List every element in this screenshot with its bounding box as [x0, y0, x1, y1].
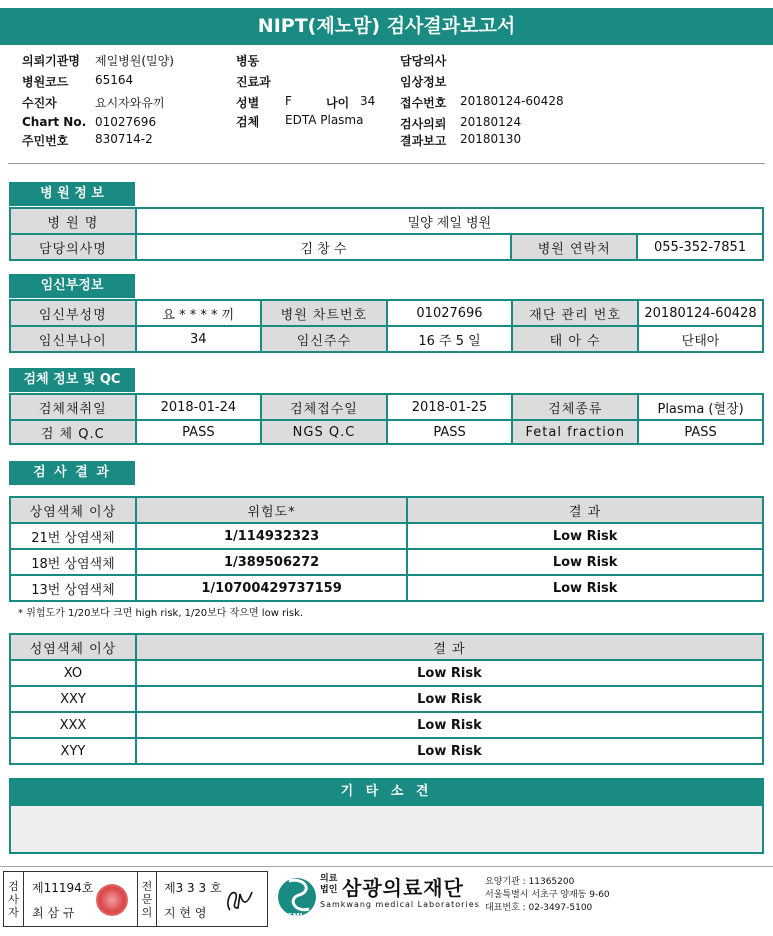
collect-date-label: 검체채취일 [10, 394, 136, 420]
ngs-qc-label: NGS Q.C [261, 420, 387, 444]
risk-value: 1/389506272 [136, 549, 407, 575]
pregnant-age-value: 34 [136, 326, 262, 352]
request-date-value: 20180124 [460, 115, 522, 129]
logo-subtitle: Samkwang medical Laboratories [320, 900, 480, 909]
table-row [10, 420, 763, 444]
tester-label: 검사자 [4, 872, 24, 926]
request-date-label: 검사의뢰 [400, 117, 447, 131]
fetal-fraction-value: PASS [638, 420, 763, 444]
fetus-count-value: 단태아 [638, 326, 763, 352]
chromosome-name: 21번 상염색체 [10, 523, 136, 549]
signature-icon [222, 884, 258, 914]
specimen-info-heading: 검체 정보 및 QC [9, 368, 135, 392]
table-row [10, 712, 763, 738]
pregnant-name-value: 요 * * * * 끼 [136, 300, 262, 326]
lab-phone: 대표번호 : 02-3497-5100 [485, 903, 593, 913]
chart-no-cell-label: 병원 차트번호 [261, 300, 387, 326]
doctor-name-label: 담당의사명 [10, 234, 136, 260]
chart-no-label: Chart No. [22, 115, 87, 129]
pregnant-name-label: 임신부성명 [10, 300, 136, 326]
hospital-contact-value: 055-352-7851 [637, 234, 763, 260]
risk-value: 1/10700429737159 [136, 575, 407, 601]
chart-no-cell-value: 01027696 [387, 300, 513, 326]
sex-chrom-name: XXY [10, 686, 136, 712]
fetal-fraction-label: Fetal fraction [512, 420, 638, 444]
specialist-label: 전문의 [137, 872, 157, 926]
doctor-name-value: 김 창 수 [136, 234, 512, 260]
result-value: Low Risk [407, 549, 763, 575]
gestation-weeks-label: 임신주수 [261, 326, 387, 352]
resident-no-label: 주민번호 [22, 134, 69, 148]
lab-contact-info [485, 876, 610, 915]
header-divider [8, 163, 765, 164]
department-label: 진료과 [236, 75, 271, 89]
signature-box [3, 871, 268, 927]
logo-name: 삼광의료재단 [342, 876, 464, 900]
resident-no-value: 830714-2 [95, 132, 153, 146]
sex-chrom-header: 성염색체 이상 [10, 634, 136, 660]
mgmt-no-label: 재단 관리 번호 [512, 300, 638, 326]
table-row [10, 738, 763, 764]
ngs-qc-value: PASS [387, 420, 513, 444]
lab-address: 서울특별시 서초구 양재동 9-60 [485, 890, 610, 900]
sex-label: 성별 [236, 96, 260, 110]
receipt-no-label: 접수번호 [400, 96, 447, 110]
logo-corp: 의료법인 [320, 874, 338, 895]
misc-body [9, 806, 764, 854]
clinical-info-label: 임상정보 [400, 75, 447, 89]
autosomal-header: 상염색체 이상 [10, 497, 136, 523]
table-row [10, 326, 763, 352]
table-row [10, 686, 763, 712]
receipt-no-value: 20180124-60428 [460, 94, 564, 108]
collect-date-value: 2018-01-24 [136, 394, 262, 420]
hospital-info-heading: 병 원 정 보 [9, 182, 135, 206]
misc-heading: 기 타 소 견 [9, 778, 764, 806]
tester-license: 제11194호 [32, 881, 94, 895]
sex-value: F [285, 94, 292, 108]
gestation-weeks-value: 16 주 5 일 [387, 326, 513, 352]
ward-label: 병동 [236, 54, 260, 68]
specimen-qc-label: 검 체 Q.C [10, 420, 136, 444]
hospital-info-table [9, 207, 764, 261]
specimen-info-table [9, 393, 764, 445]
hospital-code-value: 65164 [95, 73, 134, 87]
table-row [10, 208, 763, 234]
tester-name: 최 삼 규 [32, 906, 75, 920]
risk-header: 위험도* [136, 497, 407, 523]
institution-value: 제일병원(밀양) [95, 54, 174, 68]
table-row [10, 300, 763, 326]
table-row [10, 523, 763, 549]
seal-stamp-icon [96, 884, 128, 916]
logo-badge: SML [287, 912, 305, 920]
hospital-name-value: 밀양 제일 병원 [136, 208, 763, 234]
sml-logo-icon [275, 873, 317, 923]
institution-label: 의뢰기관명 [22, 54, 80, 68]
risk-note: * 위험도가 1/20보다 크면 high risk, 1/20보다 작으면 low risk. [18, 608, 304, 619]
report-title: NIPT(제노맘) 검사결과보고서 [0, 8, 773, 45]
specialist-name: 지 현 영 [164, 906, 207, 920]
pregnant-info-table [9, 299, 764, 353]
fetus-count-label: 태 아 수 [512, 326, 638, 352]
specimen-value: EDTA Plasma [285, 113, 364, 127]
specimen-label: 검체 [236, 115, 260, 129]
autosomal-results-table [9, 496, 764, 602]
table-header-row [10, 634, 763, 660]
sex-chrom-name: XO [10, 660, 136, 686]
pregnant-info-heading: 임신부정보 [9, 274, 135, 298]
sex-chrom-name: XYY [10, 738, 136, 764]
chromosome-name: 18번 상염색체 [10, 549, 136, 575]
sex-result-value: Low Risk [136, 660, 763, 686]
hospital-contact-label: 병원 연락처 [511, 234, 637, 260]
table-row [10, 575, 763, 601]
age-value: 34 [360, 94, 376, 108]
doctor-label: 담당의사 [400, 54, 447, 68]
sex-chrom-name: XXX [10, 712, 136, 738]
table-row [10, 660, 763, 686]
report-date-value: 20180130 [460, 132, 522, 146]
pregnant-age-label: 임신부나이 [10, 326, 136, 352]
agency-code: 요양기관 : 11365200 [485, 877, 575, 887]
sex-result-value: Low Risk [136, 686, 763, 712]
hospital-name-label: 병 원 명 [10, 208, 136, 234]
footer-divider [0, 866, 773, 867]
table-header-row [10, 497, 763, 523]
result-value: Low Risk [407, 575, 763, 601]
receive-date-value: 2018-01-25 [387, 394, 513, 420]
receive-date-label: 검체접수일 [261, 394, 387, 420]
specimen-type-value: Plasma (혈장) [638, 394, 763, 420]
result-value: Low Risk [407, 523, 763, 549]
sex-chromosome-table [9, 633, 764, 765]
results-heading: 검 사 결 과 [9, 461, 135, 485]
result-header: 결 과 [407, 497, 763, 523]
specialist-license: 제3 3 3 호 [164, 881, 222, 895]
specimen-qc-value: PASS [136, 420, 262, 444]
specimen-type-label: 검체종류 [512, 394, 638, 420]
patient-label: 수진자 [22, 96, 57, 110]
table-row [10, 549, 763, 575]
table-row [10, 394, 763, 420]
sex-result-value: Low Risk [136, 712, 763, 738]
table-row [10, 234, 763, 260]
age-label: 나이 [326, 96, 350, 110]
hospital-code-label: 병원코드 [22, 75, 69, 89]
chromosome-name: 13번 상염색체 [10, 575, 136, 601]
chart-no-value: 01027696 [95, 115, 157, 129]
mgmt-no-value: 20180124-60428 [638, 300, 763, 326]
patient-value: 요시자와유끼 [95, 96, 165, 110]
risk-value: 1/114932323 [136, 523, 407, 549]
sex-result-value: Low Risk [136, 738, 763, 764]
sex-result-header: 결 과 [136, 634, 763, 660]
report-date-label: 결과보고 [400, 134, 447, 148]
